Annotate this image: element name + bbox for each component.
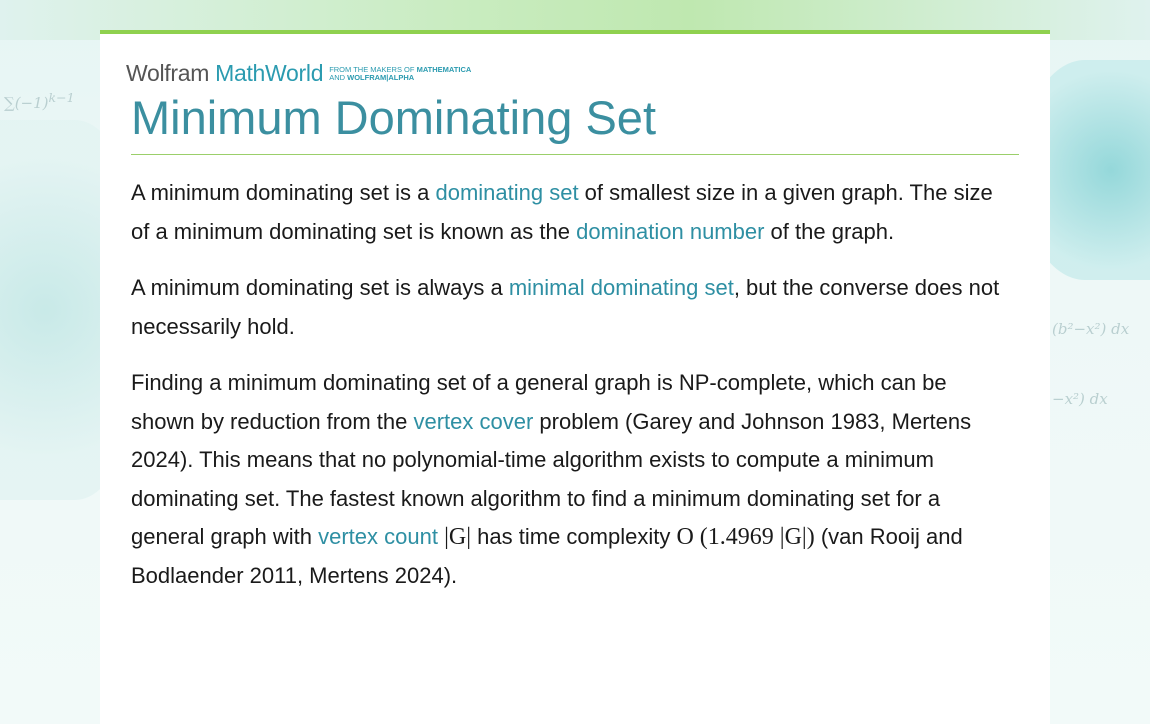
text: problem (Garey and Johnson 1983, Mertens 2024). This means that no polynomial-time algorithm exists to compute a minimum dominating set. The fastest known algorithm to find a minimum dominating set for a general graph with [131,408,972,549]
link-domination-number[interactable]: domination number [576,218,765,244]
link-vertex-count[interactable]: vertex count [318,524,438,549]
text: of smallest size in a given graph. The size of a minimum dominating set is known as the [131,180,993,244]
tagline-wolframalpha: WOLFRAM|ALPHA [347,72,415,82]
text: Finding a minimum dominating set of a general graph is NP-complete, which can be shown by reduction from the [131,370,947,434]
background-formula: $\sum(-1)^{k-1}$ [4,90,75,112]
math-vertex-count: |G| [444,524,472,550]
logo-mathworld: MathWorld [215,60,324,86]
link-minimal-dominating-set[interactable]: minimal dominating set [508,275,734,300]
title-divider [131,154,1019,155]
text: A minimum dominating set is a [131,180,436,205]
logo-tagline [329,66,471,82]
text: (van Rooij and Bodlaender 2011, Mertens 2024). [131,524,963,588]
text: of the graph. [764,218,895,244]
tagline-mathematica: MATHEMATICA [416,64,472,74]
text: A minimum dominating set is always a [131,275,509,300]
math-time-complexity: O (1.4969 |G|) [676,524,815,550]
paragraph-1 [131,174,1011,251]
link-vertex-cover[interactable]: vertex cover [413,408,534,434]
article-body [131,174,1011,613]
page-title: Minimum Dominating Set [131,91,657,144]
background-formula: (b²−x²) dx [1052,320,1130,338]
article-card [100,30,1050,724]
paragraph-3 [131,364,1011,595]
paragraph-2 [131,269,1011,346]
tagline-text: AND [329,72,346,82]
text: has time complexity [471,524,677,549]
mathworld-logo[interactable] [126,60,471,87]
text: , but the converse does not necessarily hold. [131,275,1000,339]
link-dominating-set[interactable]: dominating set [435,180,579,205]
background-formula: −x²) dx [1052,390,1108,408]
logo-wolfram: Wolfram [126,60,210,86]
tagline-text: FROM THE MAKERS OF [329,64,415,74]
